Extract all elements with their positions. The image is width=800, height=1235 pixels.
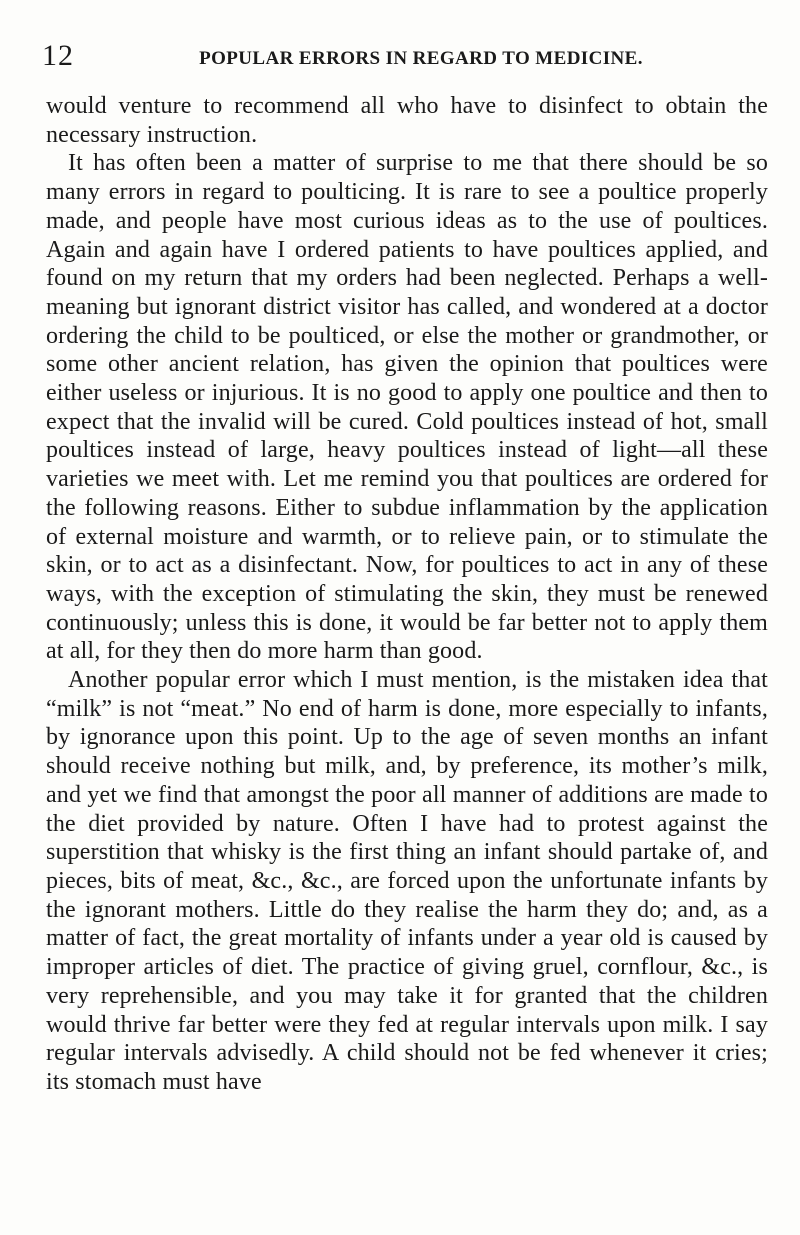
paragraph-poultices: It has often been a matter of surprise to me that there should be so many errors in regard to poulticing. It is rare to see a poultice properly made, and people have most curious ideas as to the use of poultices. Again and again have I ordered patients to have poultices applied, and found on my return that my orders had been neglected. Perhaps a well-meaning but ignorant district visitor has called, and wondered at a doctor ordering the child to be poulticed, or else the mother or grandmother, or some other ancient relation, has given the opinion that poultices were either useless or injurious. It is no good to apply one poultice and then to expect that the invalid will be cured. Cold poultices instead of hot, small poultices instead of large, heavy poultices instead of light—all these varieties we meet with. Let me remind you that poultices are ordered for the following reasons. Either to subdue inflammation by the application of external moisture and warmth, or to relieve pain, or to stimulate the skin, or to act as a disinfectant. Now, for poultices to act in any of these ways, with the exception of stimulating the skin, they must be renewed continuously; unless this is done, it would be far better not to apply them at all, for they then do more harm than good. [46,150,768,665]
body-text [46,92,768,1097]
paragraph-continued: would venture to recommend all who have to disinfect to obtain the necessary instruction. [46,93,768,148]
page-number: 12 [42,39,74,72]
paragraph-milk: Another popular error which I must mention, is the mistaken idea that “milk” is not “meat.” No end of harm is done, more especially to infants, by ignorance upon this point. Up to the age of seven months an infant should receive nothing but milk, and, by preference, its mother’s milk, and yet we find that amongst the poor all manner of additions are made to the diet provided by nature. Often I have had to protest against the superstition that whisky is the first thing an infant should partake of, and pieces, bits of meat, &c., &c., are forced upon the unfortunate infants by the ignorant mothers. Little do they realise the harm they do; and, as a matter of fact, the great mortality of infants under a year old is caused by improper articles of diet. The practice of giving gruel, cornflour, &c., is very reprehensible, and you may take it for granted that the children would thrive far better were they fed at regular intervals upon milk. I say regular intervals advisedly. A child should not be fed whenever it cries; its stomach must have [46,667,768,1095]
running-title: POPULAR ERRORS IN REGARD TO MEDICINE. [199,48,643,69]
running-head [42,40,760,72]
